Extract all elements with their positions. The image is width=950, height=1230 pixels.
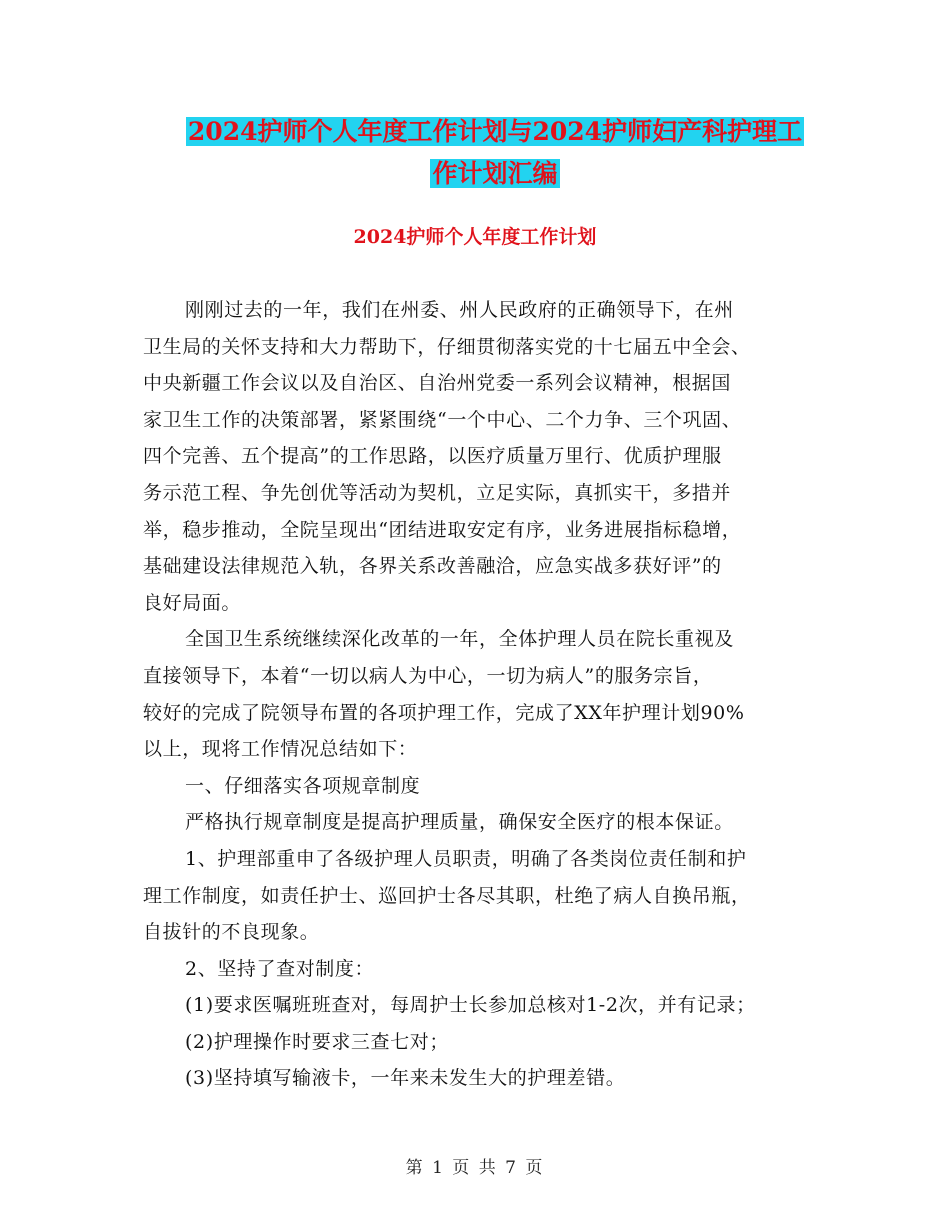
page-number: 第 1 页 共 7 页 [405,1158,545,1178]
paragraph-line: 四个完善、五个提高”的工作思路，以医疗质量万里行、优质护理服 [143,445,722,468]
heading-line: 一、仔细落实各项规章制度 [185,774,421,797]
paragraph-line: 基础建设法律规范入轨，各界关系改善融洽，应急实战多获好评”的 [143,555,722,578]
paragraph-line: 良好局面。 [143,591,242,614]
section-title: 2024护师个人年度工作计划 [353,226,597,248]
document-title-line-2: 作计划汇编 [432,159,558,188]
paragraph-line: 务示范工程、争先创优等活动为契机，立足实际，真抓实干，多措并 [143,481,732,504]
paragraph-line: 较好的完成了院领导布置的各项护理工作，完成了XX年护理计划90% [143,701,745,724]
paragraph-line: 2、坚持了查对制度： [185,957,375,980]
paragraph-line: 举，稳步推动，全院呈现出“团结进取安定有序，业务进展指标稳增， [143,518,742,541]
paragraph-line: (2)护理操作时要求三查七对； [185,1030,449,1053]
paragraph-line: 卫生局的关怀支持和大力帮助下，仔细贯彻落实党的十七届五中全会、 [143,335,751,358]
paragraph-line: 1、护理部重申了各级护理人员职责，明确了各类岗位责任制和护 [185,847,747,870]
paragraph-line: 中央新疆工作会议以及自治区、自治州党委一系列会议精神，根据国 [143,372,732,395]
paragraph-line: 严格执行规章制度是提高护理质量，确保安全医疗的根本保证。 [185,811,734,834]
paragraph-line: 刚刚过去的一年，我们在州委、州人民政府的正确领导下，在州 [185,299,734,321]
paragraph-line: (3)坚持填写输液卡，一年来未发生大的护理差错。 [185,1067,626,1090]
paragraph-line: 全国卫生系统继续深化改革的一年，全体护理人员在院长重视及 [185,628,734,651]
paragraph-line: (1)要求医嘱班班查对，每周护士长参加总核对1-2次，并有记录； [185,994,756,1017]
paragraph-line: 家卫生工作的决策部署，紧紧围绕“一个中心、二个力争、三个巩固、 [143,408,742,431]
document-title-line-1: 2024护师个人年度工作计划与2024护师妇产科护理工 [187,117,803,146]
paragraph-line: 理工作制度，如责任护士、巡回护士各尽其职，杜绝了病人自换吊瓶， [143,884,751,907]
paragraph-line: 以上，现将工作情况总结如下： [143,738,418,761]
paragraph-line: 自拔针的不良现象。 [143,921,320,944]
paragraph-line: 直接领导下，本着“一切以病人为中心，一切为病人”的服务宗旨， [143,664,713,687]
document-body [143,292,823,1097]
